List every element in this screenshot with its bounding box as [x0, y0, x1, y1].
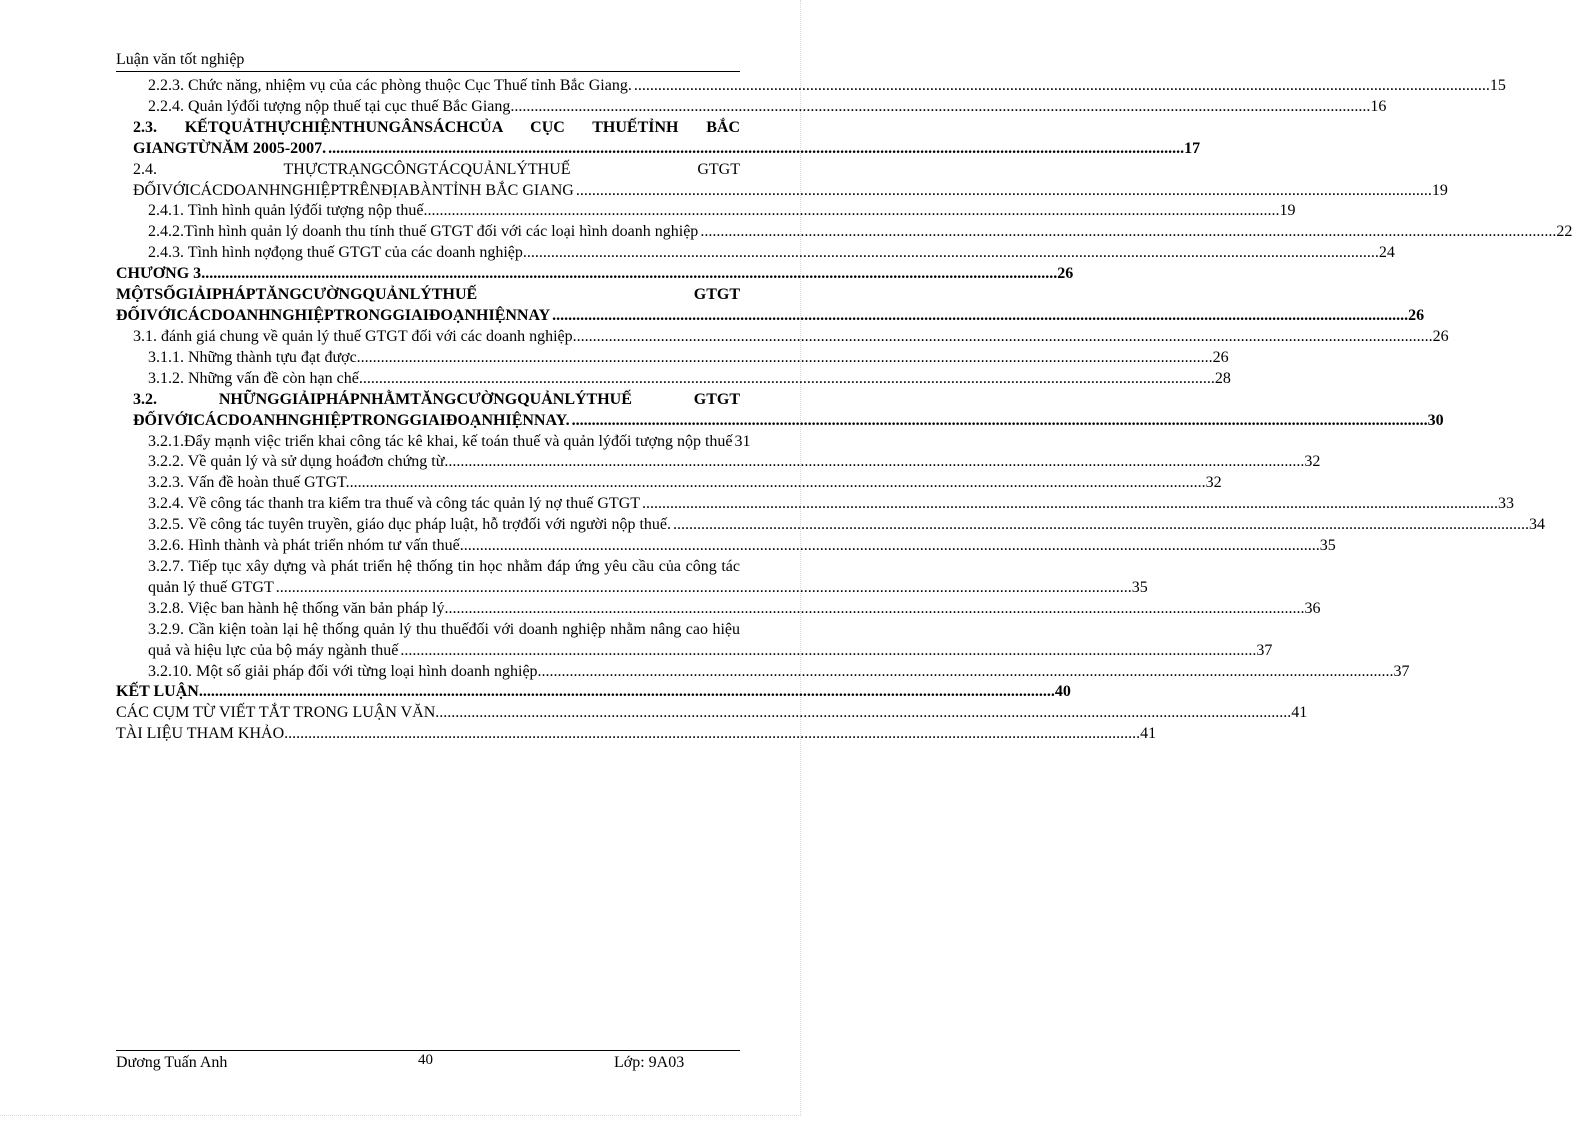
- toc-entry[interactable]: [116, 97, 1387, 118]
- toc-entry[interactable]: [116, 264, 1074, 285]
- table-of-contents: [116, 76, 1572, 745]
- toc-page-number: 16: [1370, 97, 1387, 115]
- toc-entry[interactable]: [116, 432, 751, 453]
- toc-entry[interactable]: [116, 494, 1515, 515]
- dot-leader: [576, 181, 1432, 202]
- toc-entry-title: 2.4.3. Tình hình nợđọng thuế GTGT của các doanh nghiệp: [148, 244, 523, 262]
- toc-entry-title: 2.3. KẾTQUẢTHỰCHIỆNTHUNGÂNSÁCHCỦA CỤC THUẾTỈNH BẮC GIANGTỪNĂM 2005-2007.: [133, 118, 740, 157]
- dot-leader: [572, 411, 1428, 432]
- dot-leader: [538, 662, 1394, 683]
- dot-leader: [700, 222, 1556, 243]
- toc-entry[interactable]: [116, 369, 1231, 390]
- toc-page-number: 22: [1556, 223, 1572, 241]
- toc-entry[interactable]: [116, 452, 1321, 473]
- toc-entry[interactable]: [116, 599, 1321, 620]
- toc-page-number: 35: [1319, 537, 1336, 555]
- toc-entry-title: 3.1. đánh giá chung về quản lý thuế GTGT đối với các doanh nghiệp.: [133, 327, 577, 345]
- running-header: Luận văn tốt nghiệp: [116, 50, 740, 72]
- toc-entry[interactable]: [116, 724, 1157, 745]
- toc-entry[interactable]: [116, 473, 1222, 494]
- dot-leader: [523, 243, 1379, 264]
- toc-entry[interactable]: [116, 327, 1449, 348]
- toc-page-number: 26: [1212, 348, 1229, 366]
- toc-entry[interactable]: [116, 76, 1506, 97]
- toc-page-number: 35: [1131, 578, 1148, 596]
- toc-page-number: 28: [1214, 369, 1231, 387]
- toc-entry-title: 2.4. THỰCTRẠNGCÔNGTÁCQUẢNLÝTHUẾ GTGT ĐỐIVỚICÁCDOANHNGHIỆPTRÊNĐỊABÀNTỈNH BẮC GIANG: [133, 160, 740, 199]
- dot-leader: [448, 599, 1304, 620]
- toc-entry-title: 3.2.6. Hình thành và phát triển nhóm tư vấn thuế.: [148, 537, 464, 555]
- dot-leader: [673, 515, 1529, 536]
- toc-page-number: 32: [1304, 453, 1321, 471]
- toc-entry[interactable]: [116, 285, 1425, 327]
- toc-page-number: 26: [1432, 327, 1449, 345]
- toc-entry[interactable]: [116, 160, 1448, 202]
- toc-page-number: 32: [1205, 474, 1222, 492]
- toc-page-number: 24: [1378, 244, 1395, 262]
- dot-leader: [284, 724, 1140, 745]
- toc-entry[interactable]: [116, 515, 1545, 536]
- toc-page-number: 34: [1529, 516, 1545, 534]
- toc-entry-title: 3.2. NHỮNGGIẢIPHÁPNHẰMTĂNGCƯỜNGQUẢNLÝTHUẾ GTGT ĐỐIVỚICÁCDOANHNGHIỆPTRONGGIAIĐOẠNHIỆNNAY.: [133, 390, 740, 429]
- toc-entry[interactable]: [116, 662, 1410, 683]
- dot-leader: [642, 494, 1498, 515]
- dot-leader: [276, 578, 1132, 599]
- toc-entry-title: 2.4.2.Tình hình quản lý doanh thu tính thuế GTGT đối với các loại hình doanh nghiệp: [148, 223, 699, 241]
- footer-author: Dương Tuấn Anh: [116, 1054, 228, 1071]
- toc-entry-title: TÀI LIỆU THAM KHẢO: [116, 725, 285, 743]
- dot-leader: [435, 703, 1291, 724]
- toc-page-number: 36: [1304, 599, 1321, 617]
- dot-leader: [201, 264, 1057, 285]
- toc-entry[interactable]: [116, 703, 1308, 724]
- toc-page-number: 33: [1498, 495, 1515, 513]
- toc-entry[interactable]: [116, 390, 1444, 432]
- toc-page-number: 19: [1431, 181, 1448, 199]
- dot-leader: [199, 682, 1055, 703]
- toc-entry-title: 3.2.8. Việc ban hành hệ thống văn bản pháp lý.: [148, 599, 449, 617]
- dot-leader: [328, 139, 1184, 160]
- toc-page-number: 17: [1184, 139, 1201, 157]
- dot-leader: [552, 306, 1408, 327]
- toc-page-number: 41: [1140, 725, 1157, 743]
- toc-page-number: 31: [734, 432, 751, 450]
- toc-page-number: 40: [1054, 683, 1071, 701]
- toc-entry-title: 3.2.9. Cần kiện toàn lại hệ thống quản lý thu thuếđối với doanh nghiệp nhằm nâng cao hiệu quả và hiệu lực của bộ máy ngành thuế: [148, 620, 740, 659]
- dot-leader: [424, 201, 1280, 222]
- toc-entry-title: 3.1.1. Những thành tựu đạt được: [148, 348, 357, 366]
- dot-leader: [357, 348, 1213, 369]
- dot-leader: [448, 452, 1304, 473]
- toc-entry-title: 2.4.1. Tình hình quản lýđối tượng nộp thuế: [148, 202, 424, 220]
- toc-entry-title: CÁC CỤM TỪ VIẾT TẮT TRONG LUẬN VĂN: [116, 704, 436, 722]
- dot-leader: [359, 369, 1215, 390]
- toc-entry[interactable]: [116, 243, 1395, 264]
- toc-entry[interactable]: [116, 118, 1201, 160]
- toc-entry-title: 2.2.3. Chức năng, nhiệm vụ của các phòng thuộc Cục Thuế tỉnh Bắc Giang.: [148, 77, 632, 94]
- dot-leader: [634, 76, 1490, 97]
- toc-entry-title: MỘTSỐGIẢIPHÁPTĂNGCƯỜNGQUẢNLÝTHUẾ GTGT ĐỐIVỚICÁCDOANHNGHIỆPTRONGGIAIĐOẠNHIỆNNAY: [116, 286, 740, 325]
- dot-leader: [400, 641, 1256, 662]
- toc-entry[interactable]: [116, 536, 1336, 557]
- toc-entry[interactable]: [116, 682, 1071, 703]
- toc-page-number: 37: [1256, 641, 1273, 659]
- toc-entry[interactable]: [116, 222, 1572, 243]
- toc-entry[interactable]: [116, 620, 1273, 662]
- footer-class: Lớp: 9A03: [614, 1054, 685, 1071]
- toc-entry-title: 2.2.4. Quản lýđối tượng nộp thuế tại cục thuế Bắc Giang.: [148, 97, 515, 115]
- dot-leader: [577, 327, 1433, 348]
- page-number: 40: [418, 1052, 433, 1068]
- footer-rule: [116, 1050, 740, 1051]
- toc-entry[interactable]: [116, 201, 1296, 222]
- toc-entry-title: 3.2.10. Một số giải pháp đối với từng loại hình doanh nghiệp: [148, 662, 538, 680]
- toc-page-number: 30: [1427, 411, 1444, 429]
- toc-page-number: 15: [1489, 77, 1506, 95]
- toc-entry-title: 3.2.7. Tiếp tục xây dựng và phát triển hệ thống tin học nhằm đáp ứng yêu cầu của công tác quản lý thuế GTGT: [148, 557, 740, 596]
- dot-leader: [464, 536, 1320, 557]
- toc-page-number: 26: [1057, 265, 1074, 283]
- toc-entry-title: 3.1.2. Những vấn đề còn hạn chế: [148, 369, 359, 387]
- toc-page-number: 37: [1393, 662, 1410, 680]
- toc-page-number: 41: [1291, 704, 1308, 722]
- toc-page-number: 26: [1408, 307, 1425, 325]
- toc-entry-title: 3.2.3. Vấn đề hoàn thuế GTGT.: [148, 474, 350, 492]
- dot-leader: [350, 473, 1206, 494]
- toc-entry-title: 3.2.5. Về công tác tuyên truyền, giáo dục pháp luật, hỗ trợđối với người nộp thuế.: [148, 516, 671, 534]
- toc-entry-title: 3.2.4. Về công tác thanh tra kiểm tra thuế và công tác quản lý nợ thuế GTGT: [148, 495, 641, 513]
- dot-leader: [514, 97, 1370, 118]
- toc-entry-title: KẾT LUẬN: [116, 683, 199, 701]
- toc-entry[interactable]: [116, 557, 1148, 599]
- toc-entry-title: CHƯƠNG 3: [116, 265, 202, 283]
- toc-entry-title: 3.2.1.Đẩy mạnh việc triển khai công tác kê khai, kế toán thuế và quản lýđối tượng nộp thuế: [148, 432, 733, 450]
- toc-entry[interactable]: [116, 348, 1229, 369]
- toc-page-number: 19: [1279, 202, 1296, 220]
- toc-entry-title: 3.2.2. Về quản lý và sử dụng hoáđơn chứng từ.: [148, 453, 449, 471]
